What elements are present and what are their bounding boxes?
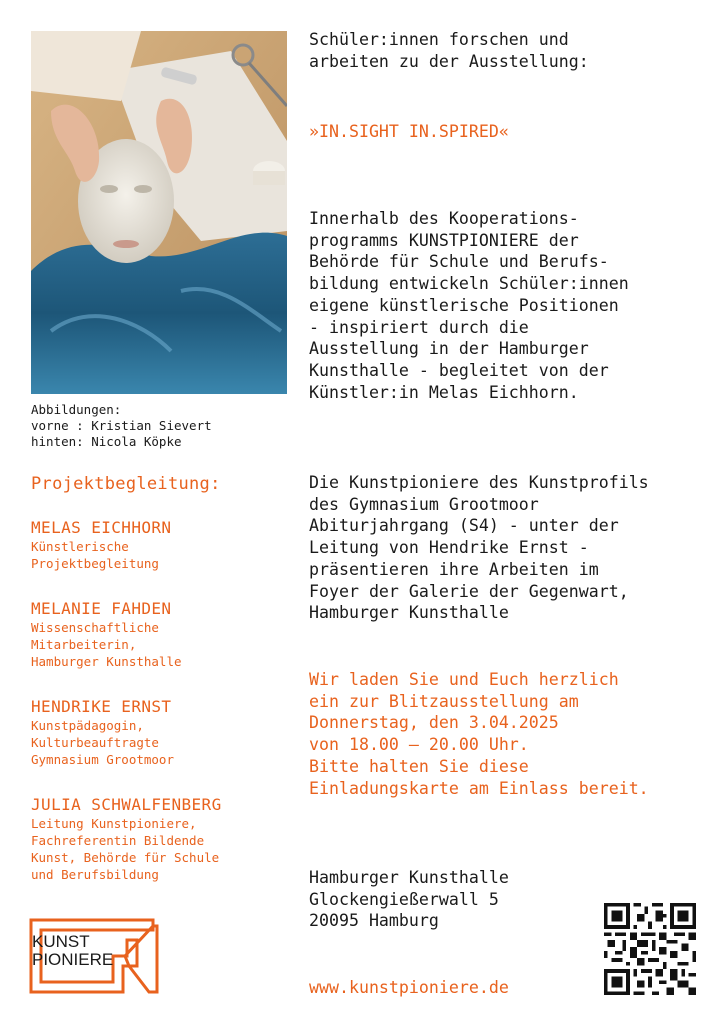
- role-line: Leitung Kunstpioniere,: [31, 816, 197, 831]
- role-line: Hamburger Kunsthalle: [31, 654, 182, 669]
- invitation-text: [309, 669, 709, 799]
- member-role: [31, 815, 293, 883]
- member-role: [31, 538, 293, 572]
- presentation-text: [309, 472, 709, 624]
- team-member: [31, 599, 293, 670]
- role-line: Künstlerische: [31, 539, 129, 554]
- presentation-line: Die Kunstpioniere des Kunstprofils: [309, 473, 649, 492]
- description-line: programms KUNSTPIONIERE der: [309, 230, 579, 250]
- member-name: MELANIE FAHDEN: [31, 599, 172, 618]
- exhibition-title: »IN.SIGHT IN.SPIRED«: [309, 122, 509, 141]
- qr-code-icon[interactable]: [604, 903, 696, 995]
- presentation-line: Abiturjahrgang (S4) - unter der: [309, 516, 619, 536]
- description-line: Innerhalb des Kooperations-: [309, 209, 579, 228]
- kunstpioniere-logo: [29, 918, 161, 994]
- member-name: JULIA SCHWALFENBERG: [31, 795, 222, 814]
- member-name: HENDRIKE ERNST: [31, 697, 172, 716]
- description-line: - inspiriert durch die: [309, 317, 529, 337]
- member-role: [31, 717, 293, 768]
- team-member: [31, 697, 293, 768]
- website-link[interactable]: www.kunstpioniere.de: [309, 978, 509, 997]
- description-line: Ausstellung in der Hamburger: [309, 339, 589, 359]
- photo-credits: [31, 402, 212, 450]
- invitation-line: von 18.00 – 20.00 Uhr.: [309, 735, 529, 755]
- presentation-line: Leitung von Hendrike Ernst -: [309, 538, 589, 558]
- invitation-line: Einladungskarte am Einlass bereit.: [309, 778, 649, 798]
- role-line: Mitarbeiterin,: [31, 637, 137, 652]
- description-line: eigene künstlerische Positionen: [309, 295, 619, 315]
- presentation-line: Hamburger Kunsthalle: [309, 603, 509, 623]
- project-team: [31, 474, 293, 883]
- member-role: [31, 619, 293, 670]
- invitation-line: ein zur Blitzausstellung am: [309, 691, 579, 711]
- face-mask-photo-icon: [31, 31, 287, 394]
- invitation-line: Donnerstag, den 3.04.2025: [309, 713, 559, 733]
- venue-street: Glockengießerwall 5: [309, 889, 499, 909]
- role-line: Fachreferentin Bildende: [31, 833, 205, 848]
- description-line: Künstler:in Melas Eichhorn.: [309, 382, 579, 402]
- venue-city: 20095 Hamburg: [309, 911, 439, 931]
- team-member: [31, 795, 293, 883]
- credits-heading: Abbildungen:: [31, 402, 122, 417]
- role-line: Kunst, Behörde für Schule: [31, 850, 220, 865]
- intro-line: arbeiten zu der Ausstellung:: [309, 51, 589, 71]
- role-line: Kunstpädagogin,: [31, 718, 144, 733]
- venue-name: Hamburger Kunsthalle: [309, 868, 509, 887]
- team-member: [31, 518, 293, 572]
- member-name: MELAS EICHHORN: [31, 518, 172, 537]
- role-line: und Berufsbildung: [31, 867, 159, 882]
- description-line: bildung entwickeln Schüler:innen: [309, 274, 629, 294]
- presentation-line: Foyer der Galerie der Gegenwart,: [309, 581, 629, 601]
- intro-line: Schüler:innen forschen und: [309, 30, 569, 49]
- invitation-line: Wir laden Sie und Euch herzlich: [309, 670, 619, 689]
- description-text: [309, 208, 709, 403]
- role-line: Kulturbeauftragte: [31, 735, 159, 750]
- intro-text: [309, 29, 709, 72]
- logo-line2: PIONIERE: [32, 950, 114, 969]
- presentation-line: präsentieren ihre Arbeiten im: [309, 559, 599, 579]
- role-line: Gymnasium Grootmoor: [31, 752, 174, 767]
- project-heading: Projektbegleitung:: [31, 474, 221, 494]
- description-line: Behörde für Schule und Berufs-: [309, 252, 609, 272]
- exhibition-photo: [31, 31, 287, 394]
- presentation-line: des Gymnasium Grootmoor: [309, 494, 539, 514]
- logo-line1: KUNST: [32, 932, 90, 951]
- credits-front: vorne : Kristian Sievert: [31, 418, 212, 433]
- invitation-line: Bitte halten Sie diese: [309, 756, 529, 776]
- description-line: Kunsthalle - begleitet von der: [309, 360, 609, 380]
- role-line: Projektbegleitung: [31, 556, 159, 571]
- credits-back: hinten: Nicola Köpke: [31, 434, 182, 449]
- role-line: Wissenschaftliche: [31, 620, 159, 635]
